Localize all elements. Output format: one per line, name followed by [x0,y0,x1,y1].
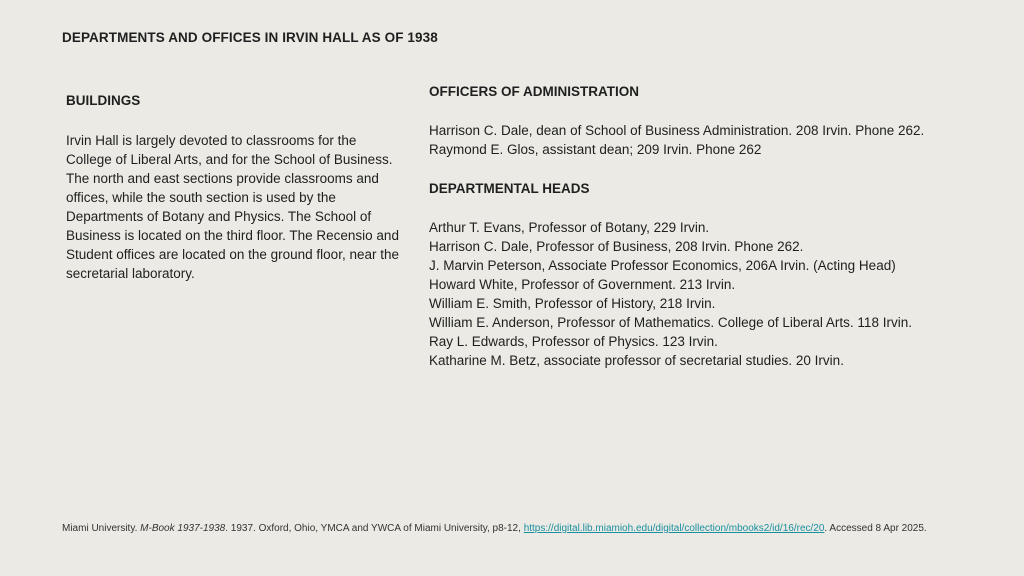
officer-line: Harrison C. Dale, dean of School of Business Administration. 208 Irvin. Phone 262. [429,123,925,138]
departmental-heads-list [429,218,1009,370]
citation-book-title: M-Book 1937-1938 [140,523,226,534]
department-head-line: Ray L. Edwards, Professor of Physics. 123 Irvin. [429,334,718,349]
department-head-line: Howard White, Professor of Government. 213 Irvin. [429,277,736,292]
officer-line: Raymond E. Glos, assistant dean; 209 Irvin. Phone 262 [429,142,762,157]
officers-list [429,121,1009,159]
buildings-paragraph: Irvin Hall is largely devoted to classrooms for the College of Liberal Arts, and for the School of Business. The north and east sections provide classrooms and offices, while the south section is used by the Departments of Botany and Physics. The School of Business is located on the third floor. The Recensio and Student offices are located on the ground floor, near the secretarial laboratory. [66,133,399,281]
departmental-heads-heading: DEPARTMENTAL HEADS [429,181,590,196]
officers-heading: OFFICERS OF ADMINISTRATION [429,84,639,99]
staff-section [429,83,1009,370]
citation-middle: . 1937. Oxford, Ohio, YMCA and YWCA of Miami University, p8-12, [225,523,524,534]
citation-link[interactable]: https://digital.lib.miamioh.edu/digital/collection/mbooks2/id/16/rec/20 [523,523,825,534]
department-head-line: J. Marvin Peterson, Associate Professor Economics, 206A Irvin. (Acting Head) [429,258,896,273]
department-head-line: William E. Anderson, Professor of Mathematics. College of Liberal Arts. 118 Irvin. [429,315,912,330]
department-head-line: Arthur T. Evans, Professor of Botany, 229 Irvin. [429,220,710,235]
buildings-heading: BUILDINGS [66,93,141,108]
citation-suffix: . Accessed 8 Apr 2025. [824,523,927,534]
department-head-line: Harrison C. Dale, Professor of Business, 208 Irvin. Phone 262. [429,239,804,254]
department-head-line: Katharine M. Betz, associate professor of secretarial studies. 20 Irvin. [429,353,844,368]
citation-prefix: Miami University. [62,523,141,534]
department-head-line: William E. Smith, Professor of History, 218 Irvin. [429,296,716,311]
buildings-section [66,92,401,283]
page-title: DEPARTMENTS AND OFFICES IN IRVIN HALL AS OF 1938 [62,30,438,45]
citation [62,522,982,536]
